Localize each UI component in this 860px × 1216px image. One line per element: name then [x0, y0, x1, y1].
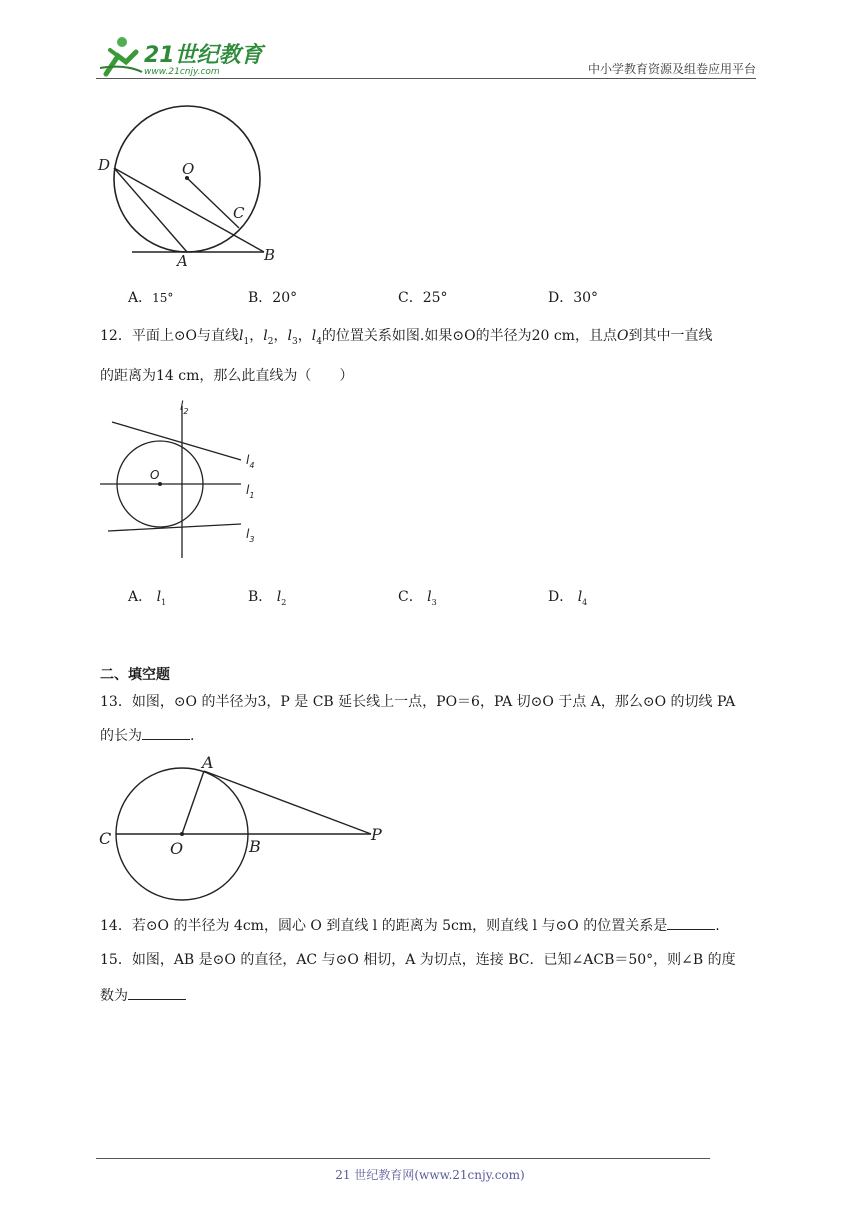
- q15-answer-blank[interactable]: [128, 985, 186, 1000]
- q14-text: 14．若⊙O 的半径为 4cm，圆心 O 到直线 l 的距离为 5cm，则直线 l 与⊙O 的位置关系是 .: [100, 912, 780, 940]
- q12-option-d: D． $l_4$: [548, 589, 588, 607]
- q13-figure: [96, 752, 396, 911]
- q13-label-c: C: [99, 829, 112, 848]
- q12-figure: [96, 398, 276, 567]
- header-platform-text: 中小学教育资源及组卷应用平台: [587, 62, 756, 76]
- q11-label-c: C: [233, 204, 245, 222]
- header-divider: [96, 78, 756, 79]
- q11-label-a: A: [177, 252, 188, 270]
- q13-text-line2: 的长为 .: [100, 722, 194, 750]
- q11-figure: [96, 100, 296, 274]
- q13-label-p: P: [371, 825, 382, 844]
- logo-text: 21世纪教育: [144, 43, 263, 68]
- q14-answer-blank[interactable]: [667, 915, 715, 930]
- q11-option-b: B．20°: [248, 290, 298, 306]
- q13-answer-blank[interactable]: [142, 725, 190, 740]
- q12-fig-o: O: [150, 468, 160, 482]
- q12-fig-l4: $l_4$: [246, 453, 255, 470]
- q15-text-line2: 数为: [100, 982, 186, 1010]
- logo-url: www.21cnjy.com: [144, 67, 220, 77]
- q11-label-o: O: [182, 160, 195, 178]
- q12-text-line1: 12．平面上⊙O与直线$l_1$，$l_2$，$l_3$，$l_4$的位置关系如图.如果⊙O的半径为20 cm，且点O到其中一直线: [100, 328, 713, 347]
- q11-label-d: D: [98, 156, 111, 174]
- q12-fig-l3: $l_3$: [246, 527, 255, 544]
- q12-fig-l1: $l_1$: [246, 483, 255, 500]
- q13-label-a: A: [202, 753, 214, 772]
- q11-label-b: B: [264, 246, 276, 264]
- q11-option-c: C．25°: [398, 290, 448, 306]
- q11-option-a: A．15°: [128, 290, 174, 306]
- footer-divider: [96, 1158, 710, 1159]
- q13-label-o: O: [170, 839, 184, 858]
- q13-text-line1: 13．如图，⊙O 的半径为3，P 是 CB 延长线上一点，PO＝6，PA 切⊙O 于点 A，那么⊙O 的切线 PA: [100, 694, 736, 710]
- section-title: 二、填空题: [100, 667, 170, 683]
- q13-label-b: B: [249, 837, 261, 856]
- q12-option-a: A． $l_1$: [128, 589, 167, 607]
- q12-option-c: C． $l_3$: [398, 589, 437, 607]
- site-logo: [96, 34, 266, 78]
- q12-option-b: B． $l_2$: [248, 589, 287, 607]
- q12-fig-l2: $l_2$: [180, 399, 189, 416]
- q15-text-line1: 15．如图，AB 是⊙O 的直径，AC 与⊙O 相切，A 为切点，连接 BC．已知∠ACB＝50°，则∠B 的度: [100, 952, 736, 968]
- q11-option-d: D．30°: [548, 290, 599, 306]
- footer-link[interactable]: 21 世纪教育网(www.21cnjy.com): [335, 1168, 525, 1182]
- runner-logo-icon: [100, 37, 142, 74]
- q12-text-line2: 的距离为14 cm，那么此直线为（ ）: [100, 368, 354, 384]
